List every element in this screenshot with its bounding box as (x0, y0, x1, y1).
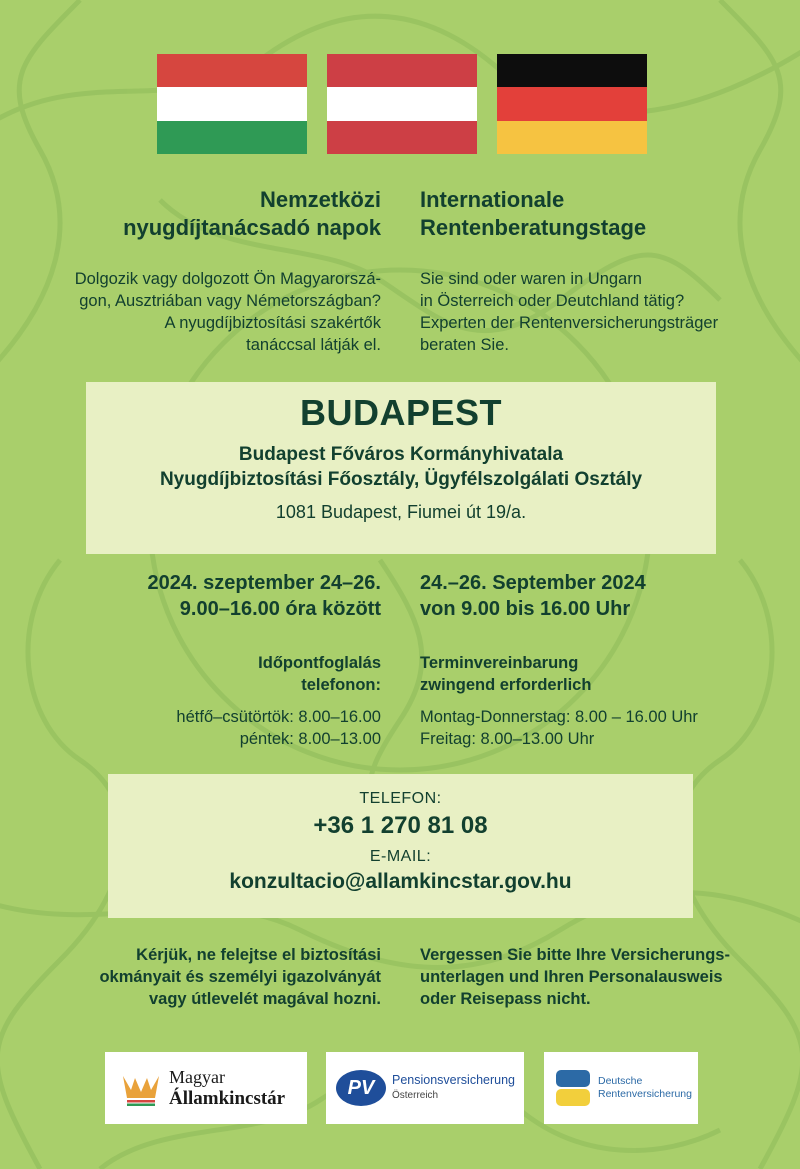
phone-number[interactable]: +36 1 270 81 08 (313, 812, 488, 839)
drv-line1: Deutsche (598, 1075, 643, 1087)
pv-mark-icon: PV (336, 1070, 386, 1106)
hu-title-line1: Nemzetközi (259, 187, 381, 212)
flag-stripe-red (157, 54, 307, 87)
hu-time: 9.00–16.00 óra között (179, 598, 381, 620)
austria-flag (327, 54, 477, 154)
de-hours-weekdays: Montag-Donnerstag: 8.00 – 16.00 Uhr (420, 708, 698, 726)
mak-line1: Magyar (169, 1067, 225, 1087)
de-intro-line: Experten der Rentenversicherungsträger (420, 314, 719, 332)
city-name: BUDAPEST (299, 392, 503, 433)
flag-stripe-green (157, 121, 307, 154)
pv-country: Österreich (392, 1090, 439, 1101)
flag-stripe-gold (497, 121, 647, 154)
germany-flag (497, 54, 647, 154)
flag-stripe-red (497, 87, 647, 120)
flag-stripe-red (327, 54, 477, 87)
email-address[interactable]: konzultacio@allamkincstar.gov.hu (229, 870, 572, 893)
hu-booking-line2: telefonon: (301, 676, 381, 694)
pensionsversicherung-logo (326, 1052, 524, 1124)
flag-stripe-white (157, 87, 307, 120)
contact-box (108, 774, 693, 918)
hu-reminder-line: Kérjük, ne felejtse el biztosítási (136, 946, 381, 964)
de-reminder-line: Vergessen Sie bitte Ihre Versicherungs- (420, 946, 730, 964)
hu-title (21, 186, 381, 242)
de-intro-text (420, 268, 790, 356)
mak-emblem-icon (121, 1068, 161, 1108)
flag-stripe-black (497, 54, 647, 87)
de-reminder-line: oder Reisepass nicht. (420, 990, 591, 1008)
office-line2: Nyugdíjbiztosítási Főosztály, Ügyfélszolgálati Osztály (159, 469, 643, 490)
de-intro-line: Sie sind oder waren in Ungarn (420, 270, 642, 288)
mak-text (169, 1066, 285, 1110)
hu-intro-line: A nyugdíjbiztosítási szakértők (164, 314, 381, 332)
de-reminder-line: unterlagen und Ihren Personalausweis (420, 968, 723, 986)
office-name (86, 442, 716, 492)
phone-label: TELEFON: (359, 790, 442, 807)
hu-title-line2: nyugdíjtanácsadó napok (123, 215, 381, 240)
hu-reminder-line: vagy útlevelét magával hozni. (149, 990, 381, 1008)
hu-reminder (1, 944, 381, 1010)
deutsche-rentenversicherung-logo (544, 1052, 698, 1124)
de-title (420, 186, 780, 242)
hu-hours-friday: péntek: 8.00–13.00 (239, 730, 381, 748)
de-booking-line1: Terminvereinbarung (420, 654, 579, 672)
de-title-line1: Internationale (420, 187, 565, 212)
mak-line2: Államkincstár (169, 1088, 286, 1109)
de-intro-line: beraten Sie. (420, 336, 509, 354)
email-label: E-MAIL: (369, 848, 432, 865)
location-box (86, 382, 716, 554)
address: 1081 Budapest, Fiumei út 19/a. (275, 502, 527, 522)
drv-line2: Rentenversicherung (598, 1088, 692, 1100)
de-reminder (420, 944, 795, 1010)
hu-date: 2024. szeptember 24–26. (147, 572, 381, 594)
drv-emblem-icon (556, 1070, 590, 1106)
hu-intro-line: Dolgozik vagy dolgozott Ön Magyarorszá- (74, 270, 381, 288)
pv-text (392, 1073, 515, 1103)
drv-text (598, 1075, 692, 1101)
de-booking-line2: zwingend erforderlich (420, 676, 592, 694)
de-booking (420, 652, 790, 750)
hu-dates (1, 570, 381, 622)
hu-intro-line: tanáccsal látják el. (246, 336, 381, 354)
hu-booking-line1: Időpontfoglalás (258, 654, 381, 672)
hu-intro-line: gon, Ausztriában vagy Németországban? (79, 292, 381, 310)
de-intro-line: in Österreich oder Deutchland tätig? (420, 292, 685, 310)
de-hours-friday: Freitag: 8.00–13.00 Uhr (420, 730, 595, 748)
hu-reminder-line: okmányait és személyi igazolványát (99, 968, 381, 986)
flag-stripe-white (327, 87, 477, 120)
office-line1: Budapest Főváros Kormányhivatala (238, 444, 564, 465)
pv-name: Pensionsversicherung (392, 1073, 515, 1087)
magyar-allamkincstar-logo (105, 1052, 307, 1124)
de-dates (420, 570, 790, 622)
de-date: 24.–26. September 2024 (420, 572, 646, 594)
de-title-line2: Rentenberatungstage (420, 215, 647, 240)
hu-hours-weekdays: hétfő–csütörtök: 8.00–16.00 (176, 708, 381, 726)
hu-intro-text (1, 268, 381, 356)
hungary-flag (157, 54, 307, 154)
hu-booking (1, 652, 381, 750)
de-time: von 9.00 bis 16.00 Uhr (420, 598, 631, 620)
flag-stripe-red (327, 121, 477, 154)
